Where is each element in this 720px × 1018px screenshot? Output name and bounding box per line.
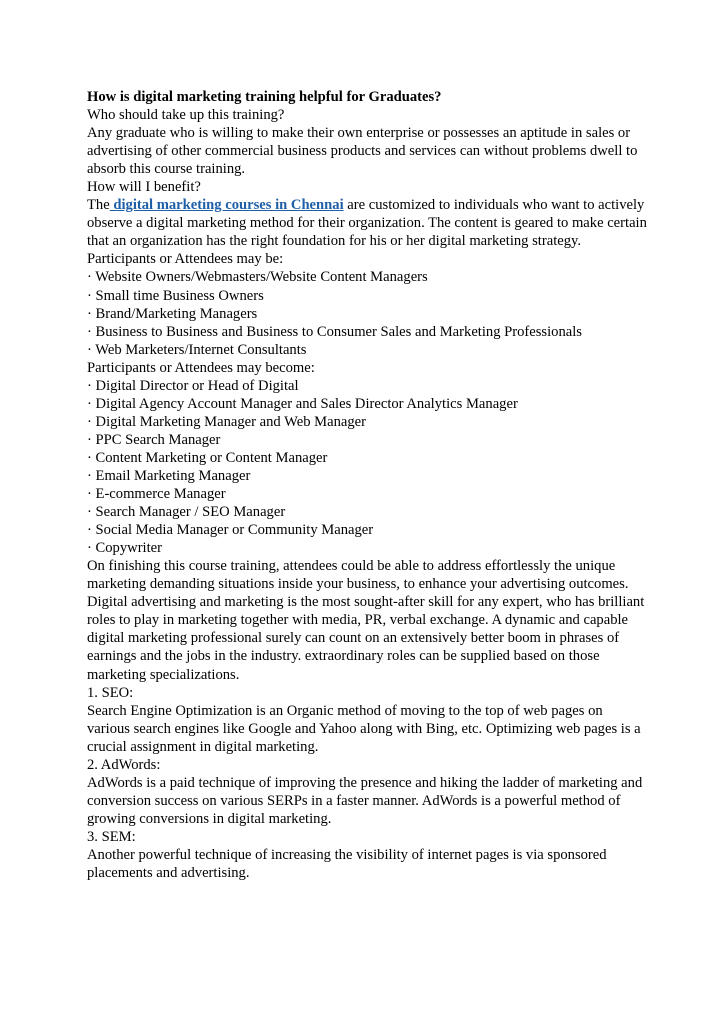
list-item-text: Website Owners/Webmasters/Website Content Managers xyxy=(95,269,428,286)
section-title-adwords: 2. AdWords: xyxy=(87,756,161,773)
section-body-adwords: AdWords is a paid technique of improving the presence and hiking the ladder of marketing and conversion success on various SERPs in a faster manner. AdWords is a powerful method of growing conversions in digital marketing. xyxy=(87,774,643,827)
document-page xyxy=(87,88,647,882)
benefit-paragraph xyxy=(87,196,647,250)
list-item-text: Digital Marketing Manager and Web Manager xyxy=(95,413,367,430)
bullet-mark: · xyxy=(87,467,92,484)
benefit-prefix: The xyxy=(87,197,110,214)
bullet-mark: · xyxy=(87,269,92,286)
bullet-mark: · xyxy=(87,341,92,358)
list-item xyxy=(87,305,647,323)
list-item-text: Content Marketing or Content Manager xyxy=(95,449,328,466)
list-item-text: Business to Business and Business to Consumer Sales and Marketing Professionals xyxy=(95,323,582,340)
bullet-mark: · xyxy=(87,413,92,430)
bullet-mark: · xyxy=(87,377,92,394)
bullet-mark: · xyxy=(87,540,92,557)
skill-paragraph: Digital advertising and marketing is the most sought-after skill for any expert, who has brilliant roles to play in marketing together with media, PR, verbal exchange. A dynamic and capable digital marketing professional surely can count on an extensively better boom in phrases of earnings and the jobs in the industry. extraordinary roles can be supplied based on those marketing specializations. xyxy=(87,594,645,683)
list-item-text: Copywriter xyxy=(95,540,163,557)
list-item-text: Web Marketers/Internet Consultants xyxy=(95,341,307,358)
answer-who-should-take: Any graduate who is willing to make their own enterprise or possesses an aptitude in sales or advertising of other commercial business products and services can without problems dwell to absorb this course training. xyxy=(87,125,638,178)
participants-be-heading: Participants or Attendees may be: xyxy=(87,251,284,268)
bullet-mark: · xyxy=(87,449,92,466)
list-item xyxy=(87,503,647,521)
question-who-should-take: Who should take up this training? xyxy=(87,107,285,124)
participants-become-heading: Participants or Attendees may become: xyxy=(87,359,315,376)
question-how-benefit: How will I benefit? xyxy=(87,179,201,196)
section-title-seo: 1. SEO: xyxy=(87,684,134,701)
benefit-rest: are customized to individuals who want to actively observe a digital marketing method for their organization. The content is geared to make certain that an organization has the right foundation for his or her digital marketing strategy. xyxy=(87,197,647,250)
list-item-text: Digital Director or Head of Digital xyxy=(95,377,299,394)
bullet-mark: · xyxy=(87,504,92,521)
list-item xyxy=(87,323,647,341)
list-item xyxy=(87,287,647,305)
bullet-mark: · xyxy=(87,486,92,503)
list-item xyxy=(87,431,647,449)
list-item xyxy=(87,539,647,557)
section-body-seo: Search Engine Optimization is an Organic method of moving to the top of web pages on various search engines like Google and Yahoo along with Bing, etc. Optimizing web pages is a crucial assignment in digital marketing. xyxy=(87,702,641,755)
list-item-text: Social Media Manager or Community Manager xyxy=(95,522,374,539)
list-item-text: E-commerce Manager xyxy=(95,486,226,503)
digital-marketing-courses-link[interactable]: digital marketing courses in Chennai xyxy=(109,197,344,214)
list-item-text: Search Manager / SEO Manager xyxy=(95,504,286,521)
list-item-text: Small time Business Owners xyxy=(95,287,264,304)
list-item-text: Brand/Marketing Managers xyxy=(95,305,258,322)
list-item xyxy=(87,485,647,503)
participants-be-list xyxy=(87,268,647,358)
participants-become-list xyxy=(87,377,647,557)
bullet-mark: · xyxy=(87,287,92,304)
list-item-text: Digital Agency Account Manager and Sales Director Analytics Manager xyxy=(95,395,518,412)
bullet-mark: · xyxy=(87,522,92,539)
section-body-sem: Another powerful technique of increasing the visibility of internet pages is via sponsored placements and advertising. xyxy=(87,846,607,882)
bullet-mark: · xyxy=(87,323,92,340)
list-item xyxy=(87,449,647,467)
list-item xyxy=(87,467,647,485)
list-item xyxy=(87,521,647,539)
bullet-mark: · xyxy=(87,395,92,412)
list-item-text: Email Marketing Manager xyxy=(95,467,251,484)
list-item xyxy=(87,341,647,359)
bullet-mark: · xyxy=(87,431,92,448)
list-item-text: PPC Search Manager xyxy=(95,431,221,448)
bullet-mark: · xyxy=(87,305,92,322)
outcome-paragraph: On finishing this course training, attendees could be able to address effortlessly the unique marketing demanding situations inside your business, to enhance your advertising outcomes. xyxy=(87,558,629,593)
list-item xyxy=(87,377,647,395)
document-heading: How is digital marketing training helpful for Graduates? xyxy=(87,89,442,105)
list-item xyxy=(87,268,647,286)
section-title-sem: 3. SEM: xyxy=(87,828,136,845)
list-item xyxy=(87,413,647,431)
list-item xyxy=(87,395,647,413)
